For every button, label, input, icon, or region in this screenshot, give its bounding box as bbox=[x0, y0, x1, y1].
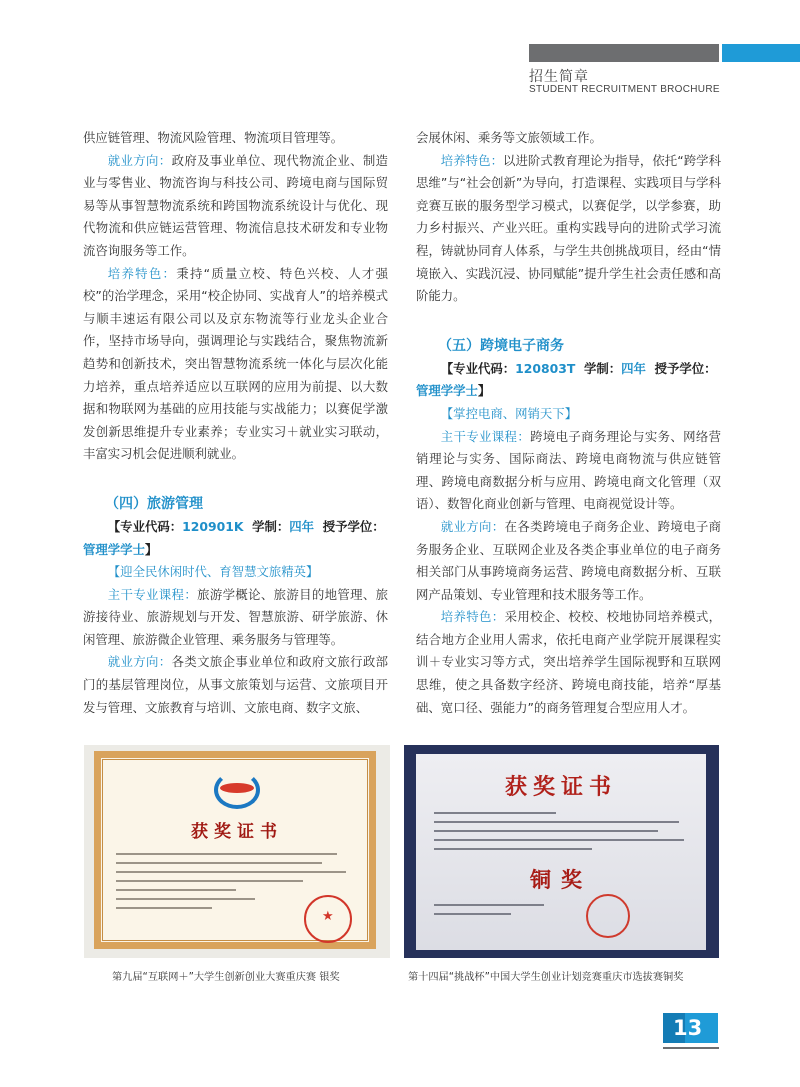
page-number-underline bbox=[663, 1047, 719, 1049]
header-bar-gray bbox=[529, 44, 719, 62]
feature-label: 培养特色： bbox=[107, 265, 177, 281]
system-value: 四年 bbox=[621, 360, 646, 376]
page-number: 13 bbox=[673, 1016, 703, 1040]
ecommerce-major-info bbox=[416, 358, 721, 381]
code-close: 】 bbox=[144, 541, 158, 557]
feature-text: 秉持“质量立校、特色兴校、人才强校”的治学理念，采用“校企协同、实战育人”的培养模式与顺丰速运有限公司以及京东物流等行业龙头企业合作，坚持市场导向，强调理论与实践结合，聚焦物流新趋势和创新技术，突出智慧物流系统一体化与层次化能力培养，重点培养适应以互联网的应用为前提、以大数据和物联网为基础的应用技能与实战能力；以赛促学激发创新思维提升专业素养；专业实习＋就业实习联动，丰富实习机会促进顺利就业。 bbox=[83, 265, 389, 462]
ecommerce-employment bbox=[416, 516, 721, 606]
caption-right: 第十四届“挑战杯”中国大学生创业计划竞赛重庆市选拔赛铜奖 bbox=[408, 972, 684, 983]
logistics-feature bbox=[83, 263, 388, 466]
tourism-slogan: 【迎全民休闲时代、育智慧文旅精英】 bbox=[107, 564, 319, 580]
ecommerce-degree bbox=[416, 380, 721, 403]
feature-label: 培养特色： bbox=[440, 609, 505, 625]
code-close: 】 bbox=[477, 383, 491, 399]
course-label: 主干专业课程： bbox=[107, 586, 198, 602]
code-label: 【专业代码： bbox=[107, 518, 183, 534]
tourism-employment bbox=[83, 651, 388, 719]
caption-left: 第九届“互联网＋”大学生创新创业大赛重庆赛 银奖 bbox=[112, 972, 340, 983]
brochure-title: 招生简章 bbox=[529, 69, 589, 85]
feature-text: 以进阶式教育理论为指导，依托“跨学科思维”与“社会创新”为导向，打造课程、实践项目与学科竞赛互嵌的服务型学习模式，以赛促学，以学参赛，助力乡村振兴、产业兴旺。重构实践导向的进阶式学习流程，铸就协同育人体系，与学生共创挑战项目，经由“情境嵌入、实践沉浸、协同赋能”提升学生社会责任感和高阶能力。 bbox=[416, 152, 722, 304]
header-bar-blue bbox=[722, 44, 800, 62]
certificate-photo-bronze bbox=[404, 745, 719, 958]
degree-value: 管理学学士 bbox=[416, 383, 478, 399]
code-value: 120803T bbox=[515, 360, 576, 376]
system-label: 学制： bbox=[252, 518, 290, 534]
course-text: 旅游学概论、旅游目的地管理、旅游接待业、旅游规划与开发、智慧旅游、研学旅游、休闲管理、旅游微企业管理、乘务服务与管理等。 bbox=[83, 586, 389, 647]
feature-text: 采用校企、校校、校地协同培养模式，结合地方企业用人需求，依托电商产业学院开展课程实训＋专业实习等方式，突出培养学生国际视野和互联网思维，使之具备数字经济、跨境电商技能，培养“厚基础、宽口径、强能力”的商务管理复合型应用人才。 bbox=[416, 609, 722, 715]
employment-text: 政府及事业单位、现代物流企业、制造业与零售业、物流咨询与科技公司、跨境电商与国际贸易等从事智慧物流系统和跨国物流系统设计与优化、现代物流和供应链运营管理、物流信息技术研发和专业物流咨询服务等工作。 bbox=[83, 152, 389, 258]
certificate-title: 获奖证书 bbox=[191, 822, 283, 842]
degree-label: 授予学位： bbox=[322, 518, 385, 534]
employment-label: 就业方向： bbox=[107, 152, 172, 168]
tourism-degree bbox=[83, 539, 388, 562]
certificate-title: 获奖证书 bbox=[504, 774, 617, 800]
tourism-courses bbox=[83, 584, 388, 652]
degree-value: 管理学学士 bbox=[83, 541, 145, 557]
left-paragraph-continued: 供应链管理、物流风险管理、物流项目管理等。 bbox=[83, 130, 344, 145]
ecommerce-feature bbox=[416, 606, 721, 719]
award-level: 铜奖 bbox=[530, 867, 592, 892]
right-column bbox=[416, 127, 721, 719]
certificate-text-lines bbox=[434, 812, 689, 857]
right-paragraph-continued: 会展休闲、乘务等文旅领域工作。 bbox=[416, 130, 602, 145]
feature-label: 培养特色： bbox=[440, 152, 504, 168]
left-column bbox=[83, 127, 388, 719]
section-title-ecommerce: （五）跨境电子商务 bbox=[438, 337, 564, 354]
degree-label: 授予学位： bbox=[654, 360, 717, 376]
employment-text: 在各类跨境电子商务企业、跨境电子商务服务企业、互联网企业及各类企事业单位的电子商务相关部门从事跨境商务运营、跨境电商数据分析、互联网产品策划、专业管理和技术服务等工作。 bbox=[416, 518, 722, 602]
tourism-major-info bbox=[83, 516, 388, 539]
logistics-employment bbox=[83, 150, 388, 263]
employment-text: 各类文旅企事业单位和政府文旅行政部门的基层管理岗位，从事文旅策划与运营、文旅项目开发与管理、文旅教育与培训、文旅电商、数字文旅、 bbox=[83, 654, 389, 715]
ecommerce-courses bbox=[416, 426, 721, 516]
code-value: 120901K bbox=[182, 518, 244, 534]
employment-label: 就业方向： bbox=[440, 518, 505, 534]
course-text: 跨境电子商务理论与实务、网络营销理论与实务、国际商法、跨境电商物流与供应链管理、跨境电商数据分析与应用、跨境电商文化管理（双语）、数智化商业创新与管理、电商视觉设计等。 bbox=[416, 428, 722, 512]
certificate-photo-silver bbox=[84, 745, 390, 958]
ecommerce-slogan: 【掌控电商、网销天下】 bbox=[440, 405, 578, 421]
brochure-subtitle: STUDENT RECRUITMENT BROCHURE bbox=[529, 84, 720, 95]
system-label: 学制： bbox=[583, 360, 622, 376]
tourism-feature bbox=[416, 150, 721, 308]
section-title-tourism: （四）旅游管理 bbox=[105, 495, 203, 512]
official-seal-icon bbox=[304, 895, 352, 943]
certificate-sheet bbox=[416, 754, 706, 950]
employment-label: 就业方向： bbox=[107, 654, 172, 670]
official-seal-icon bbox=[586, 894, 630, 938]
certificate-footer-lines bbox=[434, 904, 544, 922]
logo-swoosh-icon bbox=[220, 783, 254, 793]
code-label: 【专业代码： bbox=[440, 360, 516, 376]
course-label: 主干专业课程： bbox=[440, 428, 531, 444]
system-value: 四年 bbox=[289, 518, 315, 534]
